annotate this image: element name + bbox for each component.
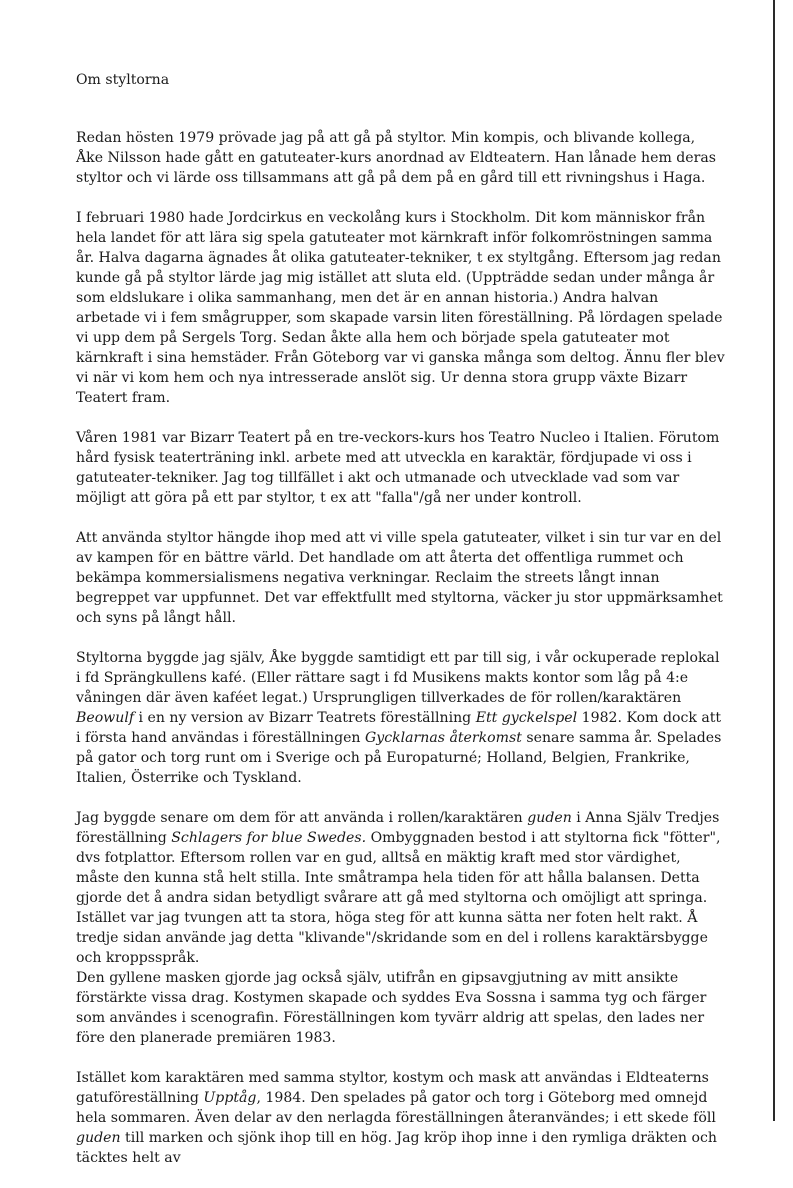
paragraph-text: Istället kom karaktären med samma styltor, kostym och mask att användas i Eldteaterns gatuföreställning	[76, 1070, 709, 1106]
paragraph	[76, 128, 726, 188]
paragraph-text: Styltorna byggde jag själv, Åke byggde samtidigt ett par till sig, i vår ockuperade replokal i fd Sprängkullens kafé. (Eller rättare sagt i fd Musikens makts kontor som låg på 4:e våningen där även kaféet legat.) Ursprungligen tillverkades de för rollen/karaktären	[76, 650, 720, 706]
page-edge-line	[773, 0, 775, 1121]
paragraph-list	[76, 128, 726, 1168]
paragraph	[76, 808, 726, 968]
paragraph-text: senare samma år. Spelades på gator och torg runt om i Sverige och på Europaturné; Holland, Belgien, Frankrike, Italien, Österrike och Tyskland.	[76, 730, 722, 786]
paragraph-text: Våren 1981 var Bizarr Teatert på en tre-veckors-kurs hos Teatro Nucleo i Italien. Förutom hård fysisk teaterträning inkl. arbete med att utveckla en karaktär, fördjupade vi oss i gatuteater-tekniker. Jag tog tillfället i akt och utmanade och utvecklade vad som var möjligt att göra på ett par styltor, t ex att "falla"/gå ner under kontroll.	[76, 430, 720, 506]
paragraph-text: i en ny version av Bizarr Teatrets föreställning	[134, 710, 476, 726]
paragraph-text: Att använda styltor hängde ihop med att vi ville spela gatuteater, vilket i sin tur var en del av kampen för en bättre värld. Det handlade om att återta det offentliga rummet och bekämpa kommersialismens negativa verkningar. Reclaim the streets långt innan begreppet var uppfunnet. Det var effektfullt med styltorna, väcker ju stor uppmärksamhet och syns på långt håll.	[76, 530, 723, 626]
document-title: Om styltorna	[76, 72, 170, 88]
paragraph-text: Jag byggde senare om dem för att använda i rollen/karaktären	[76, 810, 528, 826]
paragraph	[76, 428, 726, 508]
paragraph-text: i Anna Själv Tredjes föreställning	[76, 810, 720, 846]
paragraph-text: Ombyggnaden bestod i att styltorna fick "fötter", dvs fotplattor. Eftersom rollen var en gud, alltså en mäktig kraft med stor värdighet, måste den kunna stå helt stilla. Inte småtrampa hela tiden för att hålla balansen. Detta gjorde det å andra sidan betydligt svårare att gå med styltorna och omöjligt att springa. Istället var jag tvungen att ta stora, höga steg för att kunna sätta ner foten helt rakt. Å tredje sidan använde jag detta "klivande"/skridande som en del i rollens karaktärsbygge och kroppsspråk.	[76, 830, 721, 966]
paragraph	[76, 1068, 726, 1168]
paragraph	[76, 208, 726, 408]
paragraph	[76, 968, 726, 1048]
paragraph	[76, 528, 726, 628]
italic-title-text: Gycklarnas återkomst	[364, 730, 522, 746]
paragraph-text: 1982. Kom dock att i första hand användas i föreställningen	[76, 710, 722, 746]
italic-title-text: Ett gyckelspel	[475, 710, 578, 726]
italic-title-text: Upptåg	[203, 1090, 257, 1106]
paragraph-text: till marken och sjönk ihop till en hög. Jag kröp ihop inne i den rymliga dräkten och täcktes helt av	[76, 1130, 717, 1166]
italic-title-text: guden	[76, 1130, 121, 1146]
paragraph-text: Den gyllene masken gjorde jag också själv, utifrån en gipsavgjutning av mitt ansikte förstärkte vissa drag. Kostymen skapade och syddes Eva Sossna i samma tyg och färger som användes i scenografin. Föreställningen kom tyvärr aldrig att spelas, den lades ner före den planerade premiären 1983.	[76, 970, 707, 1046]
paragraph-text: I februari 1980 hade Jordcirkus en veckolång kurs i Stockholm. Dit kom människor från hela landet för att lära sig spela gatuteater mot kärnkraft inför folkomröstningen samma år. Halva dagarna ägnades åt olika gatuteater-tekniker, t ex styltgång. Eftersom jag redan kunde gå på styltor lärde jag mig istället att sluta eld. (Uppträdde sedan under många år som eldslukare i olika sammanhang, men det är en annan historia.) Andra halvan arbetade vi i fem smågrupper, som skapade varsin liten föreställning. På lördagen spelade vi upp dem på Sergels Torg. Sedan åkte alla hem och började spela gatuteater mot kärnkraft i sina hemstäder. Från Göteborg var vi ganska många som deltog. Ännu fler blev vi när vi kom hem och nya intresserade anslöt sig. Ur denna stora grupp växte Bizarr Teatert fram.	[76, 210, 725, 406]
italic-title-text: Schlagers for blue Swedes.	[171, 830, 367, 846]
italic-title-text: Beowulf	[76, 710, 135, 726]
paragraph-text: , 1984. Den spelades på gator och torg i Göteborg med omnejd hela sommaren. Även delar av den nerlagda föreställningen återanvändes; i ett skede föll	[76, 1090, 716, 1126]
paragraph	[76, 648, 726, 788]
italic-title-text: guden	[527, 810, 572, 826]
document-body	[76, 70, 726, 1188]
paragraph-text: Redan hösten 1979 prövade jag på att gå på styltor. Min kompis, och blivande kollega, Åke Nilsson hade gått en gatuteater-kurs anordnad av Eldteatern. Han lånade hem deras styltor och vi lärde oss tillsammans att gå på dem på en gård till ett rivningshus i Haga.	[76, 130, 717, 186]
